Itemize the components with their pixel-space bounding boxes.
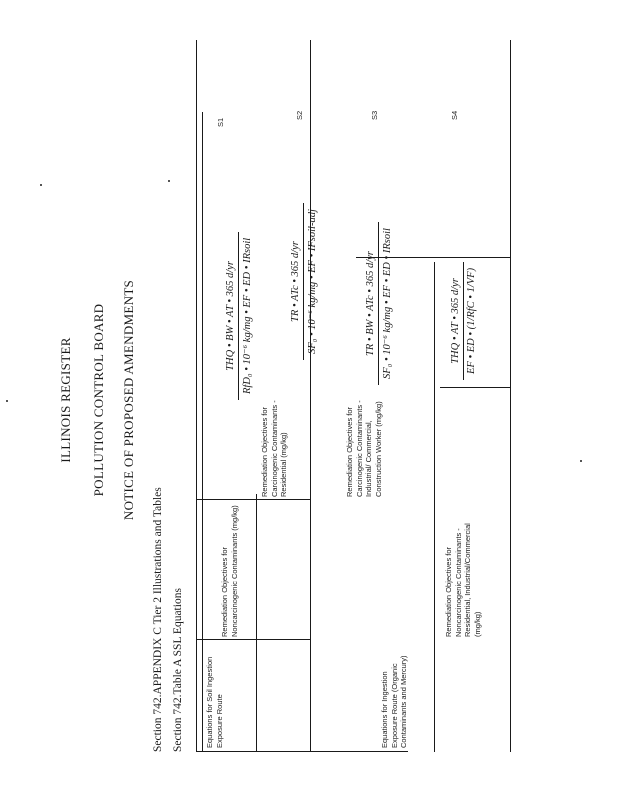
equation-s2	[290, 203, 318, 360]
scan-speck	[168, 180, 170, 182]
equation-label-s4: S4	[450, 110, 459, 120]
s4-numerator: THQ • AT • 365 d/yr	[450, 278, 461, 364]
s4-denominator: EF • ED • (1/RfC • 1/VF)	[463, 262, 477, 380]
column-divider-2	[310, 40, 311, 752]
register-title: ILLINOIS REGISTER	[58, 337, 73, 463]
row-divider-c	[434, 262, 435, 752]
equation-s4	[450, 262, 477, 380]
equation-s1	[225, 232, 253, 400]
appendix-heading: Section 742.APPENDIX C Tier 2 Illustrations and Tables	[152, 487, 164, 752]
route-label-soil: Equations for Soil Ingestion Exposure Route	[205, 656, 224, 748]
s2-numerator: TR • ATc • 365 d/yr	[290, 241, 301, 322]
table-top-border-2	[202, 112, 203, 752]
row-divider-d	[510, 40, 511, 752]
route-label-ingestion: Equations for Ingestion Exposure Route (Organic Contaminants and Mercury)	[380, 655, 408, 748]
table-left-border	[196, 751, 408, 752]
row-label-noncarcinogenic-residential: Remediation Objectives for Noncarcinogenic Contaminants - Residential, Industrial/Commercial (mg/kg)	[444, 523, 482, 637]
row-label-carcinogenic-industrial: Remediation Objectives for Carcinogenic Contaminants - Industrial/ Commercial, Construction Worker (mg/kg)	[345, 400, 383, 497]
notice-title: NOTICE OF PROPOSED AMENDMENTS	[121, 279, 136, 521]
equation-label-s2: S2	[295, 110, 304, 120]
scan-speck	[40, 184, 42, 186]
scan-speck	[580, 460, 582, 462]
row-divider-a	[196, 639, 310, 640]
equation-label-s3: S3	[370, 110, 379, 120]
s1-denominator: RfD₀ • 10⁻⁶ kg/mg • EF • ED • IRsoil	[238, 232, 253, 400]
column-divider-1	[256, 494, 257, 752]
s3-numerator: TR • BW • ATc • 365 d/yr	[365, 251, 376, 356]
row-label-noncarcinogenic: Remediation Objectives for Noncarcinogenic Contaminants (mg/kg)	[220, 505, 239, 637]
row-divider-f	[440, 387, 510, 388]
board-title: POLLUTION CONTROL BOARD	[91, 303, 106, 497]
row-divider-b	[196, 499, 310, 500]
scan-speck	[6, 400, 8, 402]
table-heading: Section 742.Table A SSL Equations	[172, 588, 184, 752]
equation-s3	[365, 222, 393, 385]
equation-label-s1: S1	[216, 117, 225, 127]
s3-denominator: SF₀ • 10⁻⁶ kg/mg • EF • ED • IRsoil	[378, 222, 393, 385]
s2-denominator: SF₀ • 10⁻⁶ kg/mg • EF • IFsoil-adj	[303, 203, 318, 360]
table-top-border	[196, 40, 197, 752]
s1-numerator: THQ • BW • AT • 365 d/yr	[225, 261, 236, 371]
row-label-carcinogenic-residential: Remediation Objectives for Carcinogenic Contaminants - Residential (mg/kg)	[260, 400, 288, 497]
